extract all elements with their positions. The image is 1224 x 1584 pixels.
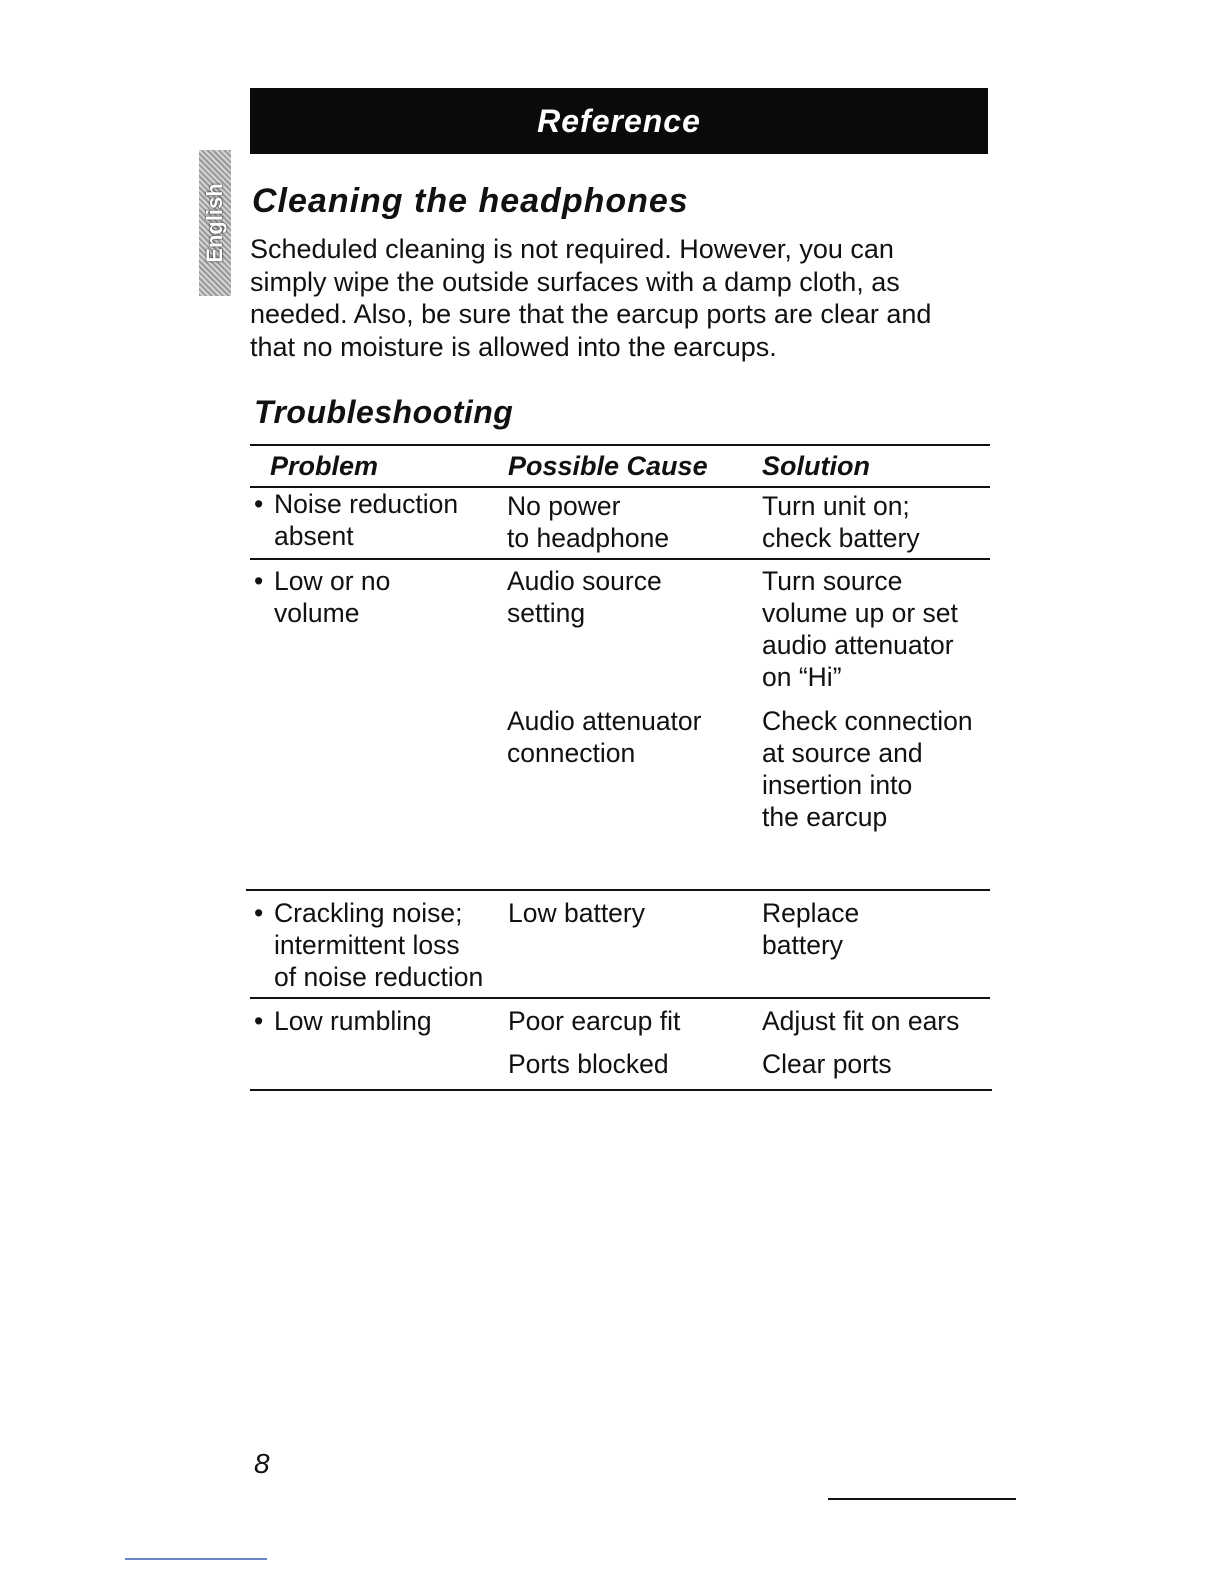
cause-cell: Audio source setting — [507, 566, 662, 628]
footer-rule — [828, 1498, 1016, 1500]
paragraph-line: simply wipe the outside surfaces with a damp cloth, as — [250, 266, 900, 297]
column-header-solution: Solution — [762, 451, 870, 481]
troubleshooting-heading: Troubleshooting — [254, 394, 514, 430]
row-rule — [246, 889, 990, 891]
solution-cell: Turn source volume up or set audio attenuator on “Hi” — [762, 566, 958, 692]
language-tab-label: English — [202, 183, 227, 263]
cause-cell: No power to headphone — [507, 491, 670, 553]
cause-cell: Ports blocked — [508, 1049, 669, 1079]
section-banner — [250, 88, 988, 154]
table-bottom-rule — [250, 1089, 992, 1091]
language-tab — [199, 150, 231, 296]
paragraph-line: that no moisture is allowed into the earcups. — [250, 331, 777, 362]
page-number: 8 — [254, 1448, 270, 1479]
solution-cell: Adjust fit on ears — [762, 1006, 960, 1036]
problem-cell: • Low rumbling — [274, 1005, 432, 1037]
row-rule — [250, 558, 990, 560]
row-rule — [250, 997, 990, 999]
cause-cell: Low battery — [508, 898, 645, 928]
paragraph-line: Scheduled cleaning is not required. However, you can — [250, 234, 894, 264]
solution-cell: Replace battery — [762, 898, 860, 960]
solution-cell: Clear ports — [762, 1049, 892, 1079]
cleaning-heading: Cleaning the headphones — [252, 182, 689, 220]
cause-cell: Audio attenuator connection — [507, 706, 702, 768]
solution-cell: Check connection at source and insertion into the earcup — [762, 706, 973, 832]
banner-title: Reference — [537, 102, 701, 139]
problem-cell: • Crackling noise; intermittent loss of noise reduction — [274, 897, 483, 993]
problem-cell: • Low or no volume — [274, 565, 390, 629]
column-header-problem: Problem — [270, 451, 379, 481]
table-top-rule — [250, 444, 990, 446]
cleaning-paragraph — [250, 233, 990, 363]
footer-blue-rule — [125, 1558, 267, 1560]
column-header-cause: Possible Cause — [508, 451, 708, 481]
cause-cell: Poor earcup fit — [508, 1006, 681, 1036]
solution-cell: Turn unit on; check battery — [762, 491, 920, 553]
problem-cell: • Noise reduction absent — [274, 488, 458, 552]
paragraph-line: needed. Also, be sure that the earcup ports are clear and — [250, 299, 932, 329]
